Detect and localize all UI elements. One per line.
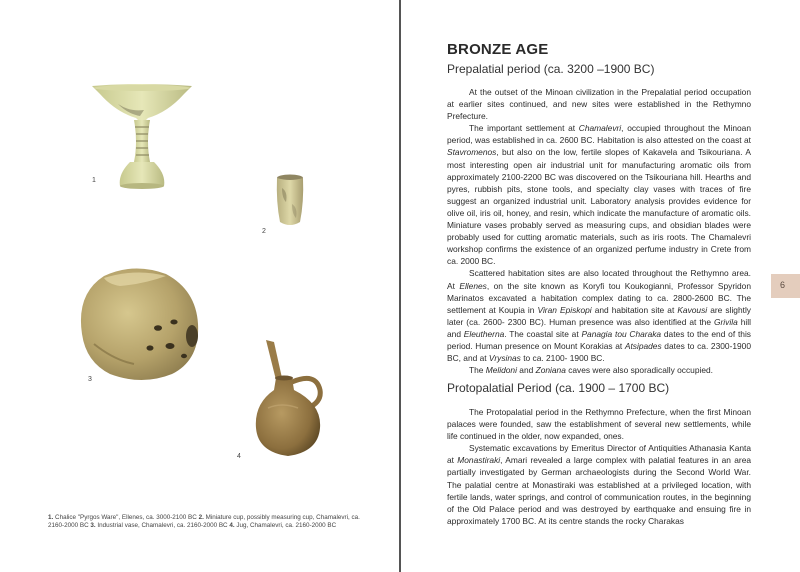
page-number: 6 (780, 280, 786, 290)
paragraph-2: The important settlement at Chamalevri, occupied throughout the Minoan period, was established in ca. 2600 BC. Habitation is also attested on the coast at Stavromenos, but also on the low, fertile slopes of Kakavela and Tsikouriana. A most interesting open air industrial unit for manufacturing aromatic oils from approximately 2100-2200 BC was discovered on the Tsikouriana hill. Hearths and pyres, rubbish pits, stone tools, and specialty clay vases with traces of fire suggest an organized industrial unit. Laboratory analysis provides evidence for olive oil, iris oil, honey, and resin, which indicate the manufacture of aromatic oils. Miniature vases probably served as measuring cups, and obsidian blades were probably used for cutting aromatic materials, such as iris roots. The Chamalevri workshop confirms the existence of an organized perfume industry in Crete from ca. 2000 BC. (447, 123, 751, 267)
chalice-photo (88, 82, 196, 190)
caption-text-2: Miniature cup, possibly measuring cup, Chamalevri, ca. 2160-2000 BC (48, 514, 360, 529)
caption-num-4: 4. (229, 522, 235, 529)
protopalatial-text (447, 406, 751, 527)
prepalatial-text (447, 86, 751, 376)
jug-photo (248, 338, 330, 458)
figure-number-3: 3 (88, 376, 92, 383)
caption-text-3: Industrial vase, Chamalevri, ca. 2160-2000 BC (95, 522, 230, 529)
caption-num-1: 1. (48, 514, 54, 521)
figure-number-2: 2 (262, 228, 266, 235)
protopalatial-subtitle: Protopalatial Period (ca. 1900 – 1700 BC) (447, 381, 670, 395)
paragraph-5: The Protopalatial period in the Rethymno Prefecture, when the first Minoan palaces were founded, saw the establishment of several new settlements, while life continued in the older, now expanded, ones. (447, 407, 751, 442)
industrial-vase-photo (74, 264, 202, 382)
section-subtitle: Prepalatial period (ca. 3200 –1900 BC) (447, 62, 655, 76)
miniature-cup-photo (274, 174, 306, 228)
caption-num-2: 2. (198, 514, 204, 521)
figure-caption (48, 514, 368, 530)
caption-num-3: 3. (90, 522, 96, 529)
paragraph-4: The Melidoni and Zoniana caves were also sporadically occupied. (469, 365, 713, 376)
paragraph-1: At the outset of the Minoan civilization in the Prepalatial period occupation at earlier sites continued, and new sites were established in the Rethymno Prefecture. (447, 87, 751, 122)
figure-number-4: 4 (237, 453, 241, 460)
paragraph-6: Systematic excavations by Emeritus Director of Antiquities Athanasia Kanta at Monastiraki, Amari revealed a large complex with palatial features in an area partially investigated by German archaeologists during the Second World War. The palatial centre at Monastiraki was established at a privileged location, with fertile lands, water springs, and control of communication routes, in the beginning of the Old Palace period and was destroyed by earthquake and ensuing fire in approximately 1700 BC. At its centre stands the rocky Charakas (447, 443, 752, 526)
paragraph-3: Scattered habitation sites are also located throughout the Rethymno area. At Ellenes, on the site known as Koryfi tou Koukogianni, Professor Spyridon Marinatos excavated a habitation complex dating to ca. 2800-2600 BC. The settlement at Koupia in Viran Episkopi and habitation site at Kavousi are slightly later (ca. 2600- 2300 BC). Human presence was also identified at the Grivila hill and Eleutherna. The coastal site at Panagia tou Charaka dates to the end of this period. Human presence on Mount Korakias at Atsipades dates to ca. 2300-1900 BC, and at Vrysinas to ca. 2100- 1900 BC. (447, 268, 751, 364)
figure-number-1: 1 (92, 177, 96, 184)
section-title: BRONZE AGE (447, 41, 549, 58)
caption-text-4: Jug, Chamalevri, ca. 2160-2000 BC (234, 522, 337, 529)
caption-text-1: Chalice "Pyrgos Ware", Ellenes, ca. 3000-2100 BC (53, 514, 199, 521)
page-number-tab (771, 274, 800, 298)
